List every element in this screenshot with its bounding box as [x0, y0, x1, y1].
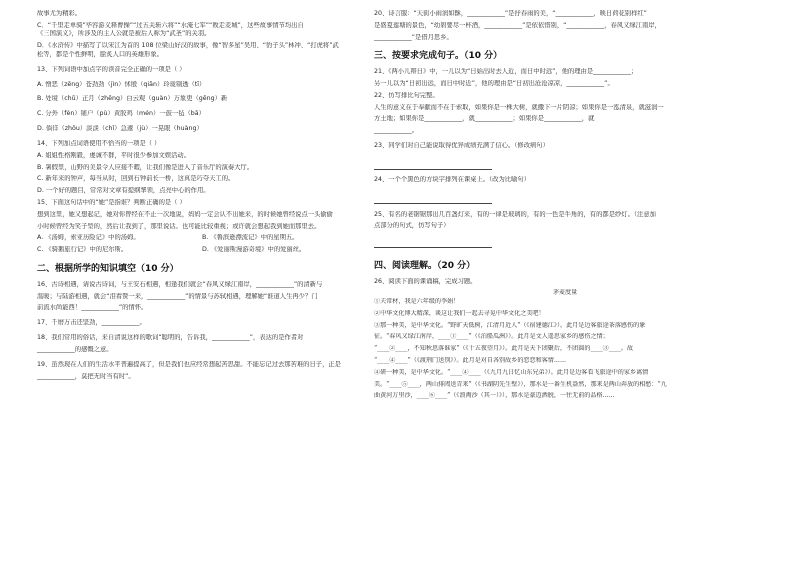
- text-line: 温暖；与陆游相遇，就会“泪看赞一来，____________”的情景与苏轼相遇，理解她“谁道人生再少？门: [37, 292, 318, 300]
- question-23: 23、同学们对自己能说取得优异成绩充满了信心。（修改病句）: [374, 141, 549, 149]
- answer-line: [374, 241, 756, 252]
- text-line: 方土地；如果你是____________，就____________；如果你是____________，就: [374, 115, 595, 123]
- passage-line: ②中华文化博大精深，谈这让我们一起去寻觅中华文化之美吧！: [374, 309, 545, 317]
- passage-line: ④研一种美，是中华文化。“____④____（《九月九日忆山东兄弟》）。此月是边客看飞旅途中的家乡离情: [374, 368, 649, 376]
- text-line: ____________。: [374, 127, 419, 135]
- text-line: 另一儿以为“日初出远，而日中时近”，他的理由是“日初出沧沧凉凉，____________”。: [374, 79, 614, 87]
- text-line: 《三国演义》，所涉及的主人公就是被后人称为“武圣”的关羽。: [37, 30, 211, 38]
- section-heading-3: 三、按要求完成句子。（10 分）: [374, 51, 503, 62]
- question-16: 16、古诗相遇，请说古诗词，与王安石相遇，相逢我们就会“春风又绿江南岸，____________”的清新与: [37, 280, 323, 288]
- passage-line: ①夫常材，我是六年级的李娟！: [374, 298, 460, 306]
- question-22: 22、仿写排比句完整。: [374, 91, 439, 99]
- question-21: 21、《两小儿辩日》中，一儿以为“日始出时去人近，而日中时远”，他的理由是____________；: [374, 68, 638, 76]
- passage-line: 征。“春风又绿江南岸，____①____”（《泊船瓜洲》）。此月是文人遥思家乡的感伤之情；: [374, 333, 609, 341]
- section-heading-4: 四、阅读理解。（20 分）: [374, 260, 476, 271]
- question-26: 26、阅读下面的课诵稿，完成习题。: [374, 277, 477, 285]
- passage-line: “____④____”（《渡荆门送别》）。此月是对自各别故乡的恋恋和客情……: [374, 356, 567, 364]
- text-line: 前流水尚能西！____________”的情怀。: [37, 304, 148, 312]
- text-line: 松等，都是个性鲜明，脍炙人口的英雄形象。: [37, 50, 163, 58]
- q14-option-c: C. 新年来的钟声，每当从时，回到石钟前长一桥，这真是巧夺天工的。: [37, 175, 235, 183]
- q13-option-d: D. 倘徉（zhōu）淡淡（chǐ）急遽（jù）一晃眼（huàng）: [37, 125, 203, 133]
- text-line: 点部分的句式，仿写句子）: [374, 222, 450, 230]
- left-column: [37, 10, 367, 381]
- q15-option-d: D. 《爱丽斯漫游奇境》中的爱丽丝。: [202, 246, 306, 254]
- q15-option-b: B. 《鲁滨逊漂流记》中的星期五。: [202, 234, 299, 242]
- q14-option-d: D. 一个好的题目，常常对文章有提纲挈领，点亮中心的作用。: [37, 187, 210, 195]
- q15-options-row: [37, 246, 367, 255]
- question-24: 24、一个个黑色的方块字排列在课桌上。（改为比喻句）: [374, 176, 530, 184]
- text-line: ____________，莫把无时当有时”。: [37, 372, 135, 380]
- text-line: 是盛夏莲塘的景色，“幼碧要尽一杯酒，____________”是依依惜别，“____________，春风又绿江南岸，: [374, 21, 661, 29]
- q15-option-a: A. 《汤姆，索亚历险记》中的汤姆。: [37, 234, 140, 242]
- text-line: 故事尤为精彩。: [37, 10, 82, 17]
- text-line: ____________”是借月思乡。: [374, 33, 453, 41]
- answer-line: [374, 163, 756, 174]
- question-20: 20、诗言服：“天街小雨润如酥，____________”是抒春雨的美，“____________，映日荷花别样红”: [374, 10, 647, 17]
- answer-line: [374, 197, 756, 208]
- q15-option-c: C. 《骑鹅旅行记》中的尼尔斯。: [37, 246, 128, 254]
- question-15: 15、下面这句话中的“她”是指谁？判断正确的是（ ）: [37, 199, 186, 206]
- question-18: 18、我们常用的俗话，来自清说这样的歌词“聪明的，告诉我，____________”，表达的是作者对: [37, 334, 304, 342]
- question-25: 25、有名的老锯锯那出几百盏灯来，有的一律是玻璃的，有的一色是牛角的，有的都是纱灯。（注意加: [374, 210, 656, 218]
- q13-option-c: C. 分外（fèn）铺户（pù）黄胶鸡（mén）一鼓一毡（bā）: [37, 110, 205, 118]
- q15-passage: 想到这里，她又想起记，她对你曾经在不止一次地说，妈妈一定会认不出她来，的时候她曾经说点一头偷偷: [37, 210, 333, 218]
- passage-line: ③那一种美，是中华文化。“野旷天低树，江清月近人”（《宿建德江》）。此月是边客旅途茶落感伤的象: [374, 321, 646, 329]
- q15-options-row: [37, 234, 367, 243]
- question-17: 17、千磨万击还坚劲，____________。: [37, 319, 146, 327]
- passage-title: 茅麦度量: [552, 289, 578, 297]
- q13-option-a: A. 憎恶（zēng）苍劲劲（jìn）怵殷（qiān）玲珑剔透（tī）: [37, 80, 206, 88]
- option-d: D．《水浒传》中描写了以宋江为首的 108 位梁山好汉的故事，像“智多星”吴用、“豹子头”林冲、“打虎将”武: [37, 42, 339, 50]
- section-heading-2: 二、根据所学的知识填空（10 分）: [37, 263, 179, 274]
- q14-option-a: A. 姐姐性格刚毅，虔诚不群，平时很少参加文娱活动。: [37, 151, 191, 159]
- q13-option-b: B. 处境（chǔ）正月（zhēng）白云观（guàn）万象更（gēng）新: [37, 95, 228, 103]
- text-line: 人生的意义在于奉献而不在于索取，如果你是一株大树，就撒下一片阴凉；如果你是一泓清泉，就滋润一: [374, 103, 664, 111]
- passage-line: 曲黄河万里沙，____⑥____”（《浪淘沙（其一）》），那水是豪迈洒脱，一往无前的品格……: [374, 392, 615, 400]
- right-column: [374, 10, 756, 401]
- question-14: 14、下列加点词语使用不恰当的一项是（ ）: [37, 140, 161, 148]
- passage-line: 美。“____⑤____，两山排闼送青来”（《书湖阴先生壁》），那水是一番生机盎然，那来是两山奔放的相愁：“九: [374, 380, 667, 388]
- q14-option-b: B. 暑假里，山野的美景令人应接不暇，让我们像是进入了音乐厅的演奏大厅。: [37, 163, 254, 171]
- text-line: ____________的感慨之意。: [37, 345, 113, 353]
- question-19: 19、虽然现在人们的生活水平普遍提高了，但是我们也应经常想起苦思甜。不能忘记过去那苦难的日子，正是: [37, 360, 341, 368]
- option-c: C．“千里走单骑”毕容游义释曹操”“过五关斩六将”“水淹七军”“败走麦城”，这些故事情节均出自: [37, 21, 304, 29]
- passage-line: “____②____，不知秋思落谁家”（《十五夜望月》）。此月是天下团聚后，不团圆的____③____。故: [374, 345, 634, 353]
- question-13: 13、下列词语中加点字的读音完全正确的一项是（ ）: [37, 65, 186, 73]
- q15-passage: 小时候曾经为笑子型的，然后让我到了，那里说话。也可能比较重视；或许就会想起我到她而那里去。: [37, 222, 321, 230]
